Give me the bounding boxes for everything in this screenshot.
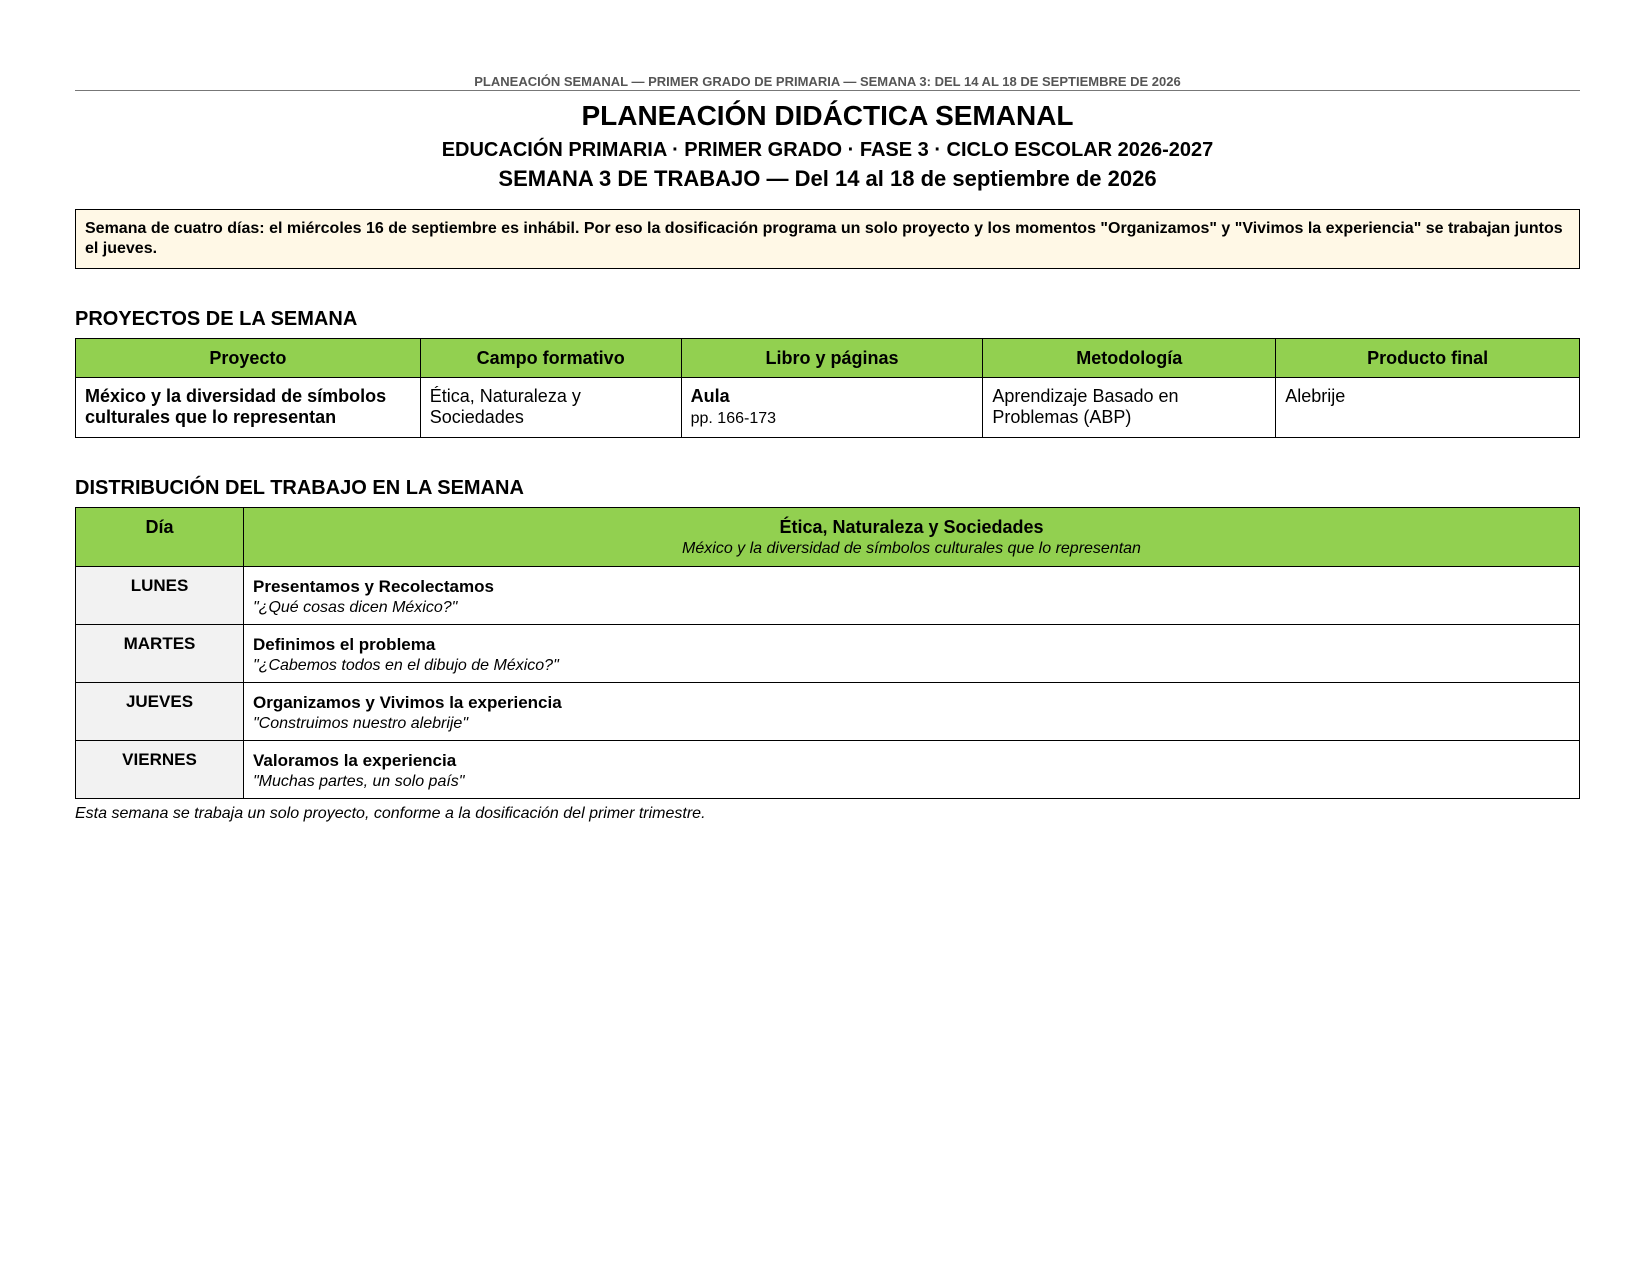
product-cell: Alebrije xyxy=(1276,378,1580,438)
col-header-methodology: Metodología xyxy=(983,339,1276,378)
col-header-field: Campo formativo xyxy=(420,339,681,378)
activity-quote: "¿Cabemos todos en el dibujo de México?" xyxy=(253,657,559,674)
page-subtitle: EDUCACIÓN PRIMARIA · PRIMER GRADO · FASE 3 · CICLO ESCOLAR 2026-2027 xyxy=(441,139,1214,161)
footnote: Esta semana se trabaja un solo proyecto, conforme a la dosificación del primer trimestre. xyxy=(75,805,706,822)
running-header: PLANEACIÓN SEMANAL — PRIMER GRADO DE PRIMARIA — SEMANA 3: DEL 14 AL 18 DE SEPTIEMBRE DE 2026 xyxy=(75,74,1580,91)
book-cell xyxy=(681,378,983,438)
book-name: Aula xyxy=(690,386,730,406)
col-header-book: Libro y páginas xyxy=(681,339,983,378)
activity-cell xyxy=(244,567,1580,625)
field-cell: Ética, Naturaleza y Sociedades xyxy=(420,378,681,438)
distribution-section-title: DISTRIBUCIÓN DEL TRABAJO EN LA SEMANA xyxy=(75,477,524,499)
col-header-field-project xyxy=(244,508,1580,567)
projects-header-row xyxy=(76,339,1580,378)
day-cell: MARTES xyxy=(76,625,244,683)
field-header: Ética, Naturaleza y Sociedades xyxy=(779,517,1044,537)
notice-box: Semana de cuatro días: el miércoles 16 de septiembre es inhábil. Por eso la dosificación programa un solo proyecto y los momentos "Organizamos" y "Vivimos la experiencia" se trabajan juntos el jueves. xyxy=(75,209,1580,269)
activity-cell xyxy=(244,741,1580,799)
activity-cell xyxy=(244,683,1580,741)
table-row xyxy=(76,683,1580,741)
project-header: México y la diversidad de símbolos culturales que lo representan xyxy=(682,540,1141,557)
table-row xyxy=(76,567,1580,625)
day-cell: VIERNES xyxy=(76,741,244,799)
moment-label: Definimos el problema xyxy=(253,635,436,654)
day-cell: LUNES xyxy=(76,567,244,625)
col-header-product: Producto final xyxy=(1276,339,1580,378)
week-line: SEMANA 3 DE TRABAJO — Del 14 al 18 de septiembre de 2026 xyxy=(498,166,1157,191)
projects-table xyxy=(75,338,1580,438)
project-name-cell: México y la diversidad de símbolos culturales que lo representan xyxy=(76,378,421,438)
table-row xyxy=(76,378,1580,438)
projects-section-title: PROYECTOS DE LA SEMANA xyxy=(75,308,358,330)
table-row xyxy=(76,741,1580,799)
day-cell: JUEVES xyxy=(76,683,244,741)
table-row xyxy=(76,625,1580,683)
moment-label: Organizamos y Vivimos la experiencia xyxy=(253,693,562,712)
book-pages: pp. 166-173 xyxy=(690,410,777,427)
distribution-table xyxy=(75,507,1580,799)
col-header-day: Día xyxy=(76,508,244,567)
activity-quote: "¿Qué cosas dicen México?" xyxy=(253,599,458,616)
moment-label: Valoramos la experiencia xyxy=(253,751,457,770)
activity-quote: "Construimos nuestro alebrije" xyxy=(253,715,469,732)
activity-quote: "Muchas partes, un solo país" xyxy=(253,773,465,790)
col-header-project: Proyecto xyxy=(76,339,421,378)
methodology-cell: Aprendizaje Basado en Problemas (ABP) xyxy=(983,378,1276,438)
activity-cell xyxy=(244,625,1580,683)
document-page xyxy=(75,0,1580,823)
distribution-header-row xyxy=(76,508,1580,567)
moment-label: Presentamos y Recolectamos xyxy=(253,577,494,596)
page-title: PLANEACIÓN DIDÁCTICA SEMANAL xyxy=(581,100,1074,131)
